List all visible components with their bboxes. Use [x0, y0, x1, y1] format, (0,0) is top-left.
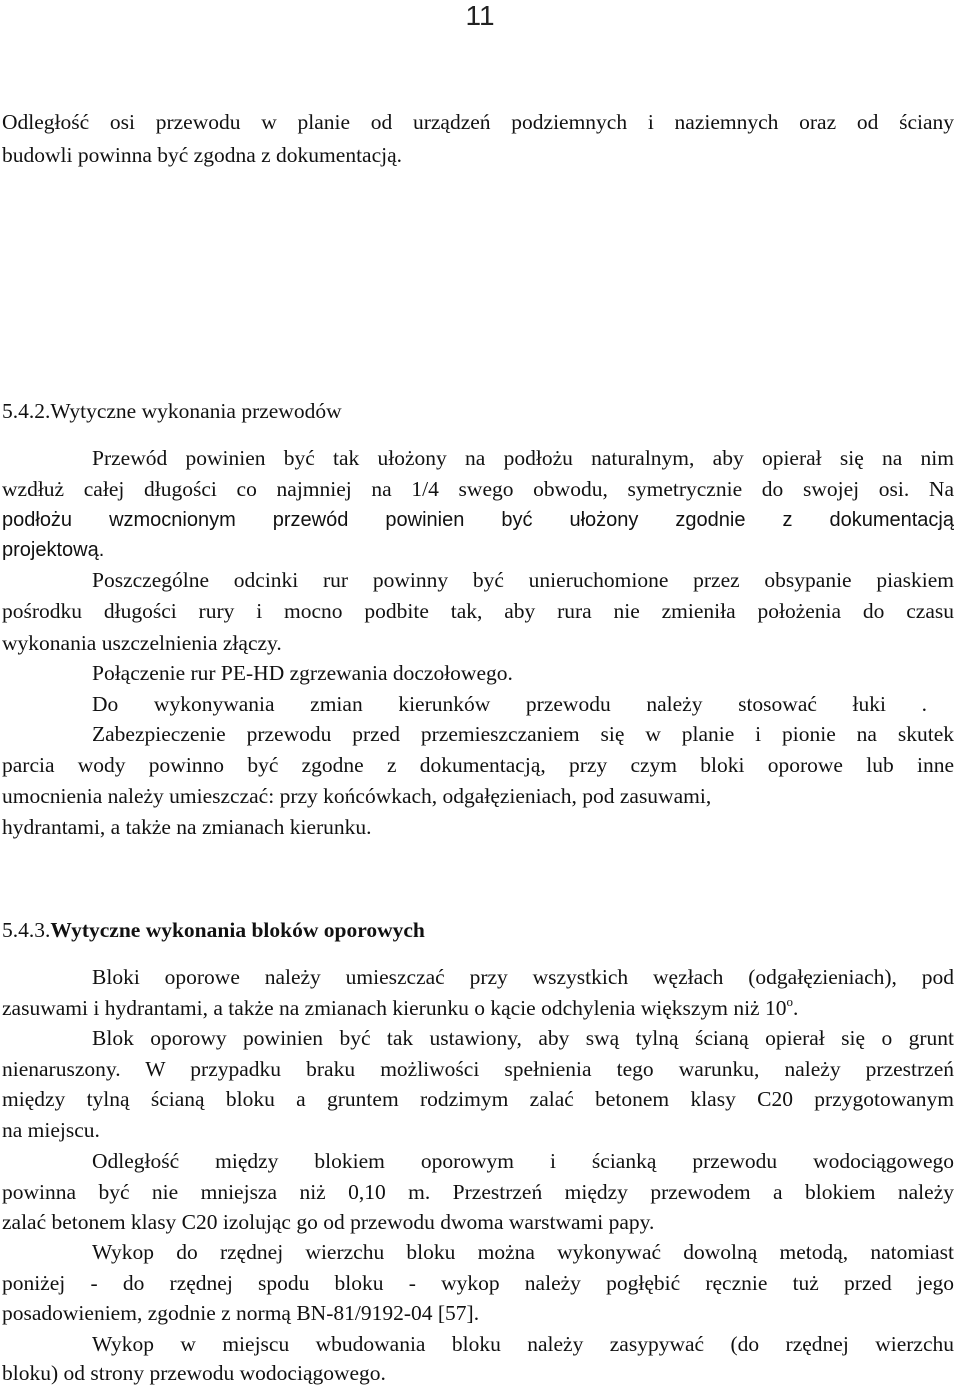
section-542-line: Do wykonywania zmian kierunków przewodu należy stosować łuki . [92, 692, 927, 716]
section-543-line: poniżej - do rzędnej spodu bloku - wykop należy pogłębić ręcznie tuż przed jego [2, 1271, 954, 1295]
section-542-line: umocnienia należy umieszczać: przy końcówkach, odgałęzieniach, pod zasuwami, [2, 784, 712, 808]
section-543-line: Bloki oporowe należy umieszczać przy wszystkich węzłach (odgałęzieniach), pod [92, 965, 954, 989]
section-542-line: projektową. [2, 539, 105, 561]
section-543-line [2, 993, 798, 1023]
section-542-line: Połączenie rur PE-HD zgrzewania doczołowego. [92, 661, 513, 685]
page-number: 11 [465, 0, 495, 31]
degree-superscript: o [786, 994, 793, 1009]
section-543-line: Blok oporowy powinien być tak ustawiony, aby swą tylną ścianą opierał się o grunt [92, 1026, 954, 1050]
section-542-line: Poszczególne odcinki rur powinny być unieruchomione przez obsypanie piaskiem [92, 568, 954, 592]
section-543-line-period: . [792, 996, 799, 1020]
intro-line-2: budowli powinna być zgodna z dokumentacją. [2, 143, 403, 167]
section-542-title: Wytyczne wykonania przewodów [50, 399, 342, 423]
section-543-line: Wykop w miejscu wbudowania bloku należy zasypywać (do rzędnej wierzchu [92, 1332, 954, 1356]
section-543-line: zalać betonem klasy C20 izolując go od przewodu dwoma warstwami papy. [2, 1210, 655, 1234]
section-543-line: Odległość między blokiem oporowym i ścianką przewodu wodociągowego [92, 1149, 954, 1173]
section-542-line: Przewód powinien być tak ułożony na podłożu naturalnym, aby opierał się na nim [92, 446, 954, 470]
section-543-line: bloku) od strony przewodu wodociągowego. [2, 1361, 386, 1385]
section-542-line: wykonania uszczelnienia złączy. [2, 631, 282, 655]
section-543-line-text: zasuwami i hydrantami, a także na zmianach kierunku o kącie odchylenia większym niż 10 [2, 996, 787, 1020]
section-542-heading [2, 396, 342, 426]
intro-line-1: Odległość osi przewodu w planie od urządzeń podziemnych i naziemnych oraz od ściany [2, 110, 954, 134]
section-543-title: Wytyczne wykonania bloków oporowych [50, 918, 425, 942]
section-543-number: 5.4.3. [2, 918, 51, 942]
section-542-line: pośrodku długości rury i mocno podbite tak, aby rura nie zmieniła położenia do czasu [2, 599, 954, 623]
section-542-number: 5.4.2. [2, 399, 51, 423]
section-543-line: Wykop do rzędnej wierzchu bloku można wykonywać dowolną metodą, natomiast [92, 1240, 954, 1264]
section-543-line: nienaruszony. W przypadku braku możliwości spełnienia tego warunku, należy przestrzeń [2, 1057, 954, 1081]
section-542-line: hydrantami, a także na zmianach kierunku. [2, 815, 372, 839]
section-543-line: na miejscu. [2, 1118, 100, 1142]
section-543-line: powinna być nie mniejsza niż 0,10 m. Przestrzeń między przewodem a blokiem należy [2, 1180, 954, 1204]
section-543-line: między tylną ścianą bloku a gruntem rodzimym zalać betonem klasy C20 przygotowanym [2, 1087, 954, 1111]
section-542-line: Zabezpieczenie przewodu przed przemieszczaniem się w planie i pionie na skutek [92, 722, 954, 746]
section-542-line: podłożu wzmocnionym przewód powinien być ułożony zgodnie z dokumentacją [2, 509, 954, 531]
section-543-heading [2, 915, 425, 945]
section-543-line: posadowieniem, zgodnie z normą BN-81/9192-04 [57]. [2, 1301, 480, 1325]
section-542-line: parcia wody powinno być zgodne z dokumentacją, przy czym bloki oporowe lub inne [2, 753, 954, 777]
section-542-line: wzdłuż całej długości co najmniej na 1/4 swego obwodu, symetrycznie do swojej osi. Na [2, 477, 954, 501]
